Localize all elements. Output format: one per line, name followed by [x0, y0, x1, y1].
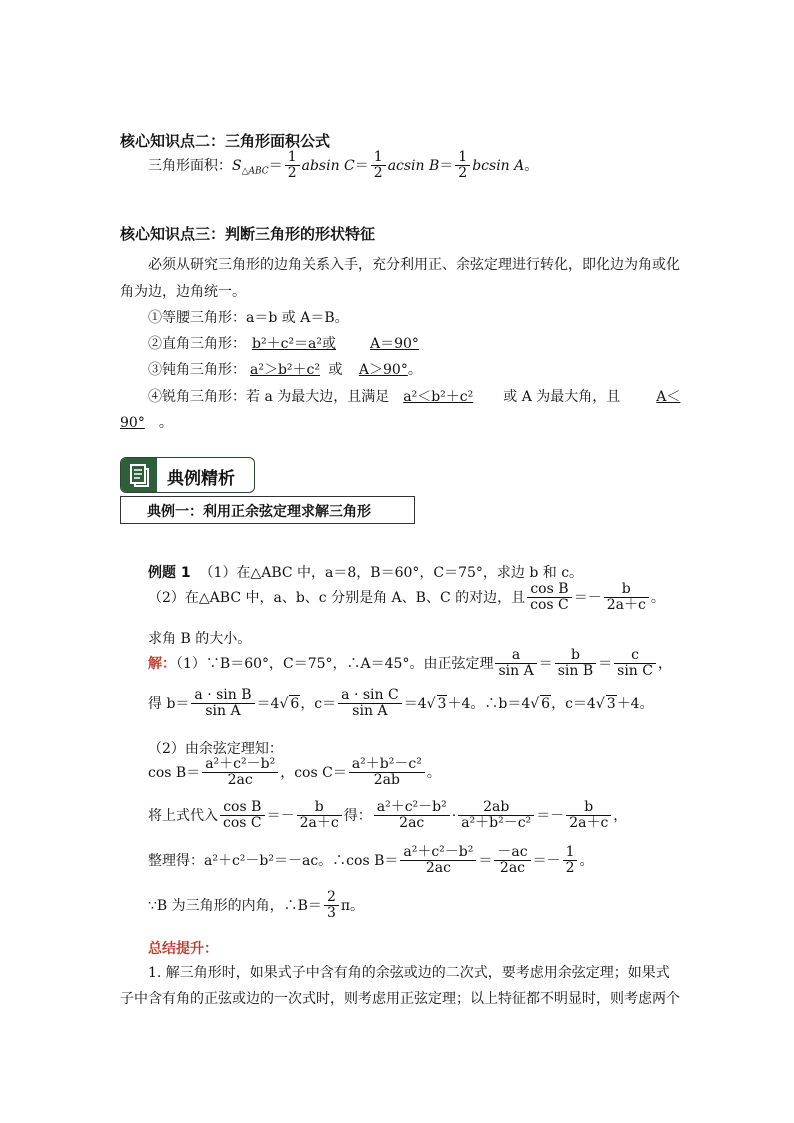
half-fraction: $\frac{1}{2}$ — [455, 150, 470, 182]
solution-line3: （2）由余弦定理知： — [148, 741, 283, 757]
solution-line7: ∵B 为三角形的内角，∴B＝ $\frac{2}{3}$ π。 — [148, 889, 365, 922]
section3-intro-1: 必须从研究三角形的边角关系入手，充分利用正、余弦定理进行转化，即化边为角或化 — [148, 257, 680, 273]
item-acute: ④锐角三角形：若 a 为最大边，且满足 a²＜b²＋c² 或 A 为最大角，且 A＜ — [148, 389, 681, 405]
half-fraction: $\frac{1}{2}$ — [371, 150, 386, 182]
section3-intro-2: 角为边，边角统一。 — [120, 284, 246, 300]
summary-label: 总结提升： — [148, 941, 218, 957]
area-formula: 三角形面积：$S_{\triangle ABC}=$ $\frac{1}{2}$ absin C＝ $\frac{1}{2}$ acsin B＝ $\frac{1}{2}$ bcsin A。 — [148, 149, 539, 182]
solution-line5: 将上式代入 $\frac{\text{cos B}}{\text{cos C}}$ ＝－ $\frac{b}{2a+c}$ 得： $\frac{\text{a²＋c²－b²}}{2ac}$ · $\frac{2ab}{\text{a²＋b²－c²}}$ ＝－ $\frac{b}{2a+c}$ ， — [148, 799, 628, 832]
half-fraction: $\frac{1}{2}$ — [285, 150, 300, 182]
summary-line1: 1. 解三角形时，如果式子中含有角的余弦或边的二次式，要考虑用余弦定理；如果式 — [148, 965, 670, 981]
item-right: ②直角三角形： b²＋c²＝a²或 A＝90° — [148, 336, 419, 352]
subheading-box — [120, 496, 415, 524]
summary-line2: 子中含有角的正弦或边的一次式时，则考虑用正弦定理；以上特征都不明显时，则考虑两个 — [120, 991, 680, 1007]
example-part2: （2）在△ABC 中，a、b、c 分别是角 A、B、C 的对边，且 $\frac{\text{cos B}}{\text{cos C}}$ ＝－ $\frac{b}{2a+c}$ 。 — [148, 581, 665, 614]
section-tag — [120, 457, 255, 493]
area-term-3: bcsin A — [472, 157, 525, 174]
area-term-1: absin C — [301, 157, 355, 174]
solution-line4: cos B＝ $\frac{\text{a²＋c²－b²}}{2ac}$ ，cos C＝ $\frac{\text{a²＋b²－c²}}{2ab}$ 。 — [148, 756, 441, 789]
tag-label: 典例精析 — [167, 469, 235, 489]
solution-line2: 得 b＝ $\frac{\text{a · sin B}}{\text{sin A}}$ ＝4√ 6，c＝ $\frac{\text{a · sin C}}{\text{sin A}}$ ＝4√ 3＋4。∴b＝4√ 6，c＝4√ 3＋4。 — [148, 687, 654, 720]
item-acute-cont: 90° 。 — [120, 415, 173, 431]
document-icon — [121, 458, 157, 492]
item-obtuse: ③钝角三角形： a²＞b²＋c² 或 A＞90°。 — [148, 362, 422, 378]
example-ask: 求角 B 的大小。 — [148, 631, 252, 647]
area-term-2: acsin B — [387, 157, 440, 174]
solution-line6: 整理得：a²＋c²－b²＝－ac。∴cos B＝ $\frac{\text{a²＋c²－b²}}{2ac}$ ＝ $\frac{-ac}{2ac}$ ＝－ $\frac{1}{2}$ 。 — [148, 844, 594, 877]
area-sub: △ABC — [241, 166, 269, 177]
item-isosceles: ①等腰三角形：a＝b 或 A＝B。 — [148, 310, 349, 326]
subheading: 典例一：利用正余弦定理求解三角形 — [147, 504, 371, 520]
section2-heading: 核心知识点二：三角形面积公式 — [120, 132, 331, 150]
area-label: 三角形面积： — [148, 157, 232, 174]
area-s: S — [232, 157, 242, 174]
example-part1: 例题 1 （1）在△ABC 中，a＝8，B＝60°，C＝75°，求边 b 和 c。 — [148, 565, 584, 581]
section3-heading: 核心知识点三：判断三角形的形状特征 — [120, 225, 376, 243]
solution-line1: 解：（1）∵B＝60°，C＝75°，∴A＝45°。由正弦定理 $\frac{a}{\text{sin A}}$ ＝ $\frac{b}{\text{sin B}}$ ＝ $\frac{c}{\text{sin C}}$ ， — [148, 647, 672, 680]
